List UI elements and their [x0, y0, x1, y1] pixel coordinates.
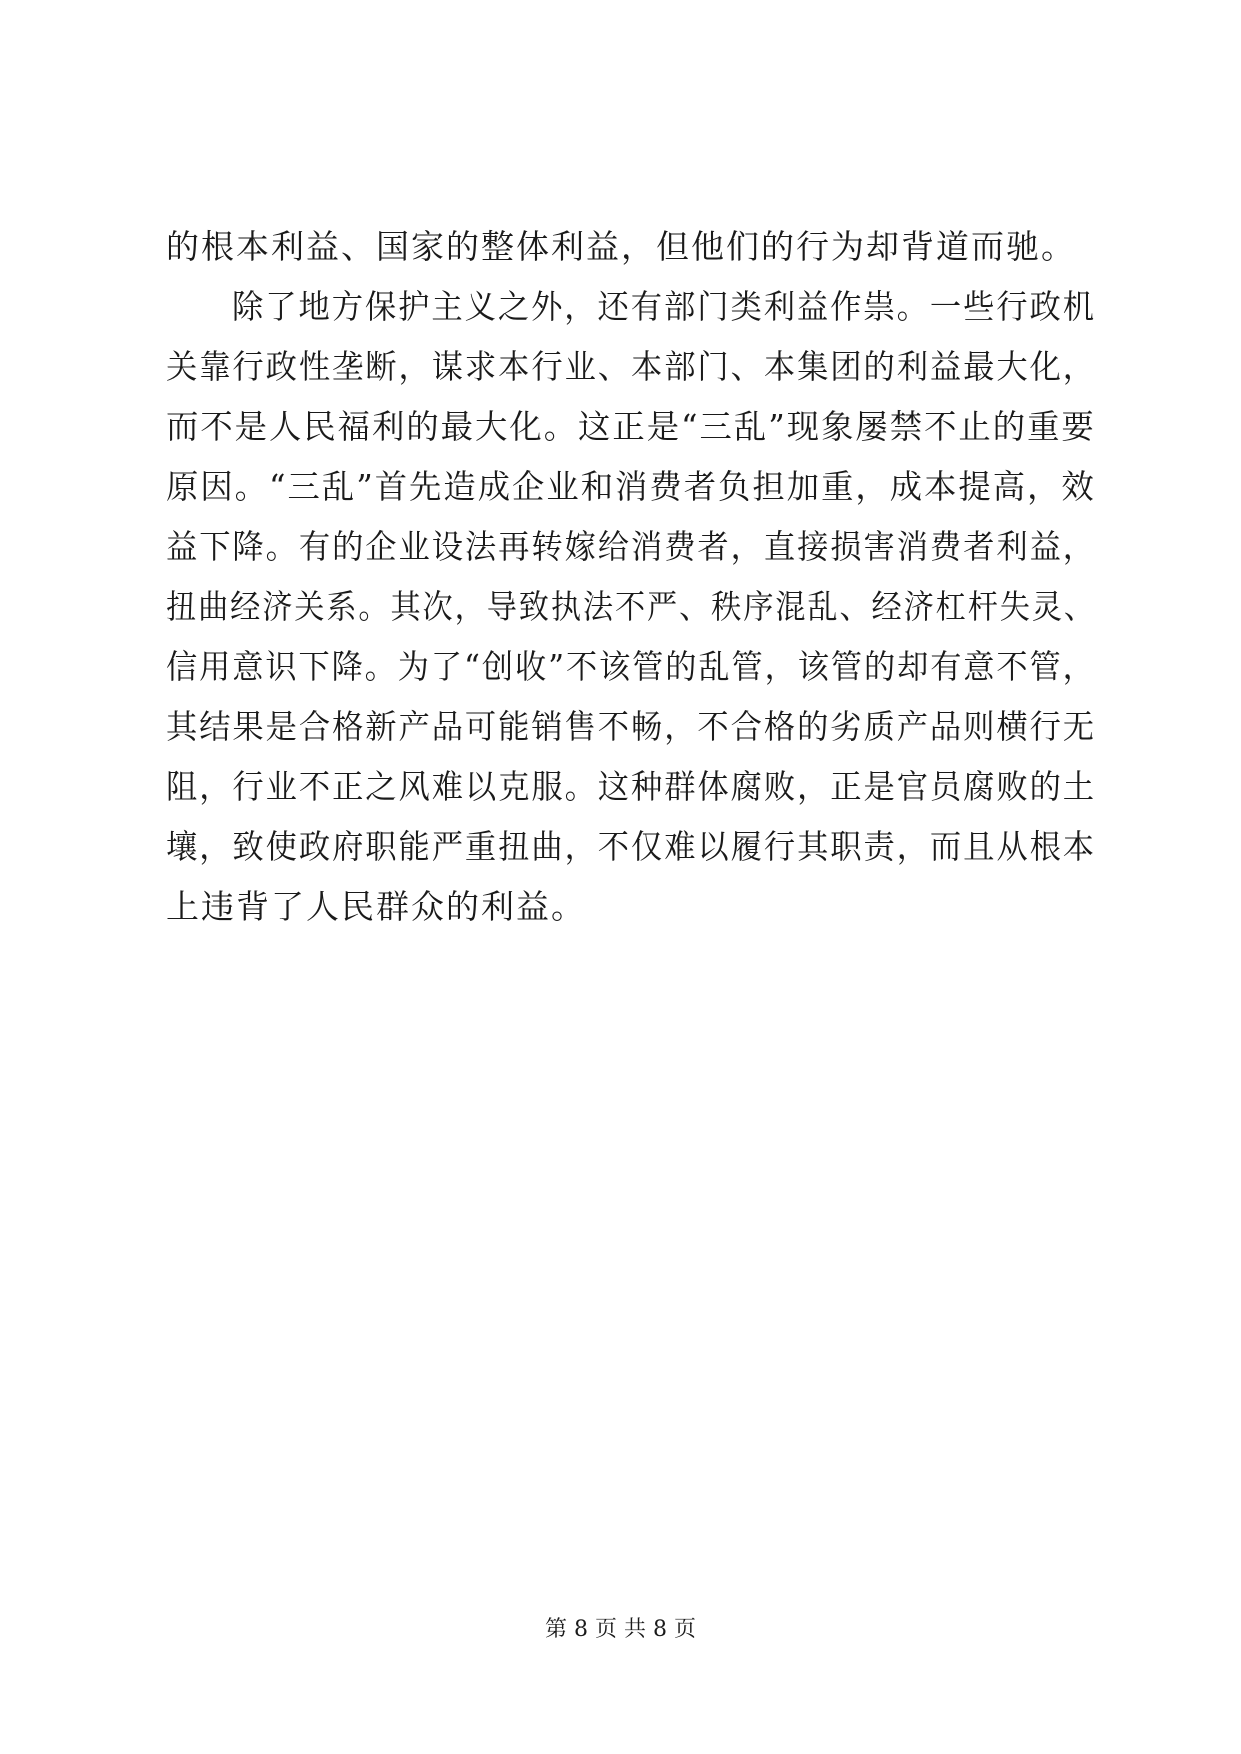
text-line — [166, 827, 1096, 890]
text-line-content: 上违背了人民群众的利益。 — [166, 887, 586, 926]
text-line — [166, 347, 1096, 410]
document-body — [166, 227, 1096, 950]
text-line — [166, 887, 1096, 950]
text-line-content: 扭曲经济关系。其次，导致执法不严、秩序混乱、经济杠杆失灵、 — [166, 587, 1096, 626]
text-line — [166, 647, 1096, 710]
text-line-content: 的根本利益、国家的整体利益，但他们的行为却背道而驰。 — [166, 227, 1076, 266]
text-line — [166, 707, 1096, 770]
text-line-content: 信用意识下降。为了“创收”不该管的乱管，该管的却有意不管， — [166, 647, 1096, 686]
text-line-content: 原因。“三乱”首先造成企业和消费者负担加重，成本提高，效 — [166, 467, 1096, 506]
text-line — [166, 587, 1096, 650]
text-line-content: 壤，致使政府职能严重扭曲，不仅难以履行其职责，而且从根本 — [166, 827, 1096, 866]
text-line-content: 阻，行业不正之风难以克服。这种群体腐败，正是官员腐败的土 — [166, 767, 1096, 806]
text-line-content: 关靠行政性垄断，谋求本行业、本部门、本集团的利益最大化， — [166, 347, 1096, 386]
text-line — [166, 467, 1096, 530]
text-line-content: 其结果是合格新产品可能销售不畅，不合格的劣质产品则横行无 — [166, 707, 1096, 746]
text-line — [166, 227, 1096, 290]
text-line-content: 除了地方保护主义之外，还有部门类利益作祟。一些行政机 — [232, 287, 1096, 326]
text-line — [166, 407, 1096, 470]
page-number: 第 8 页 共 8 页 — [545, 1617, 696, 1642]
page-footer — [0, 1612, 1241, 1643]
text-line-content: 益下降。有的企业设法再转嫁给消费者，直接损害消费者利益， — [166, 527, 1096, 566]
text-line-content: 而不是人民福利的最大化。这正是“三乱”现象屡禁不止的重要 — [166, 407, 1096, 446]
text-line — [166, 767, 1096, 830]
paragraph-first-line — [166, 287, 1096, 350]
text-line — [166, 527, 1096, 590]
